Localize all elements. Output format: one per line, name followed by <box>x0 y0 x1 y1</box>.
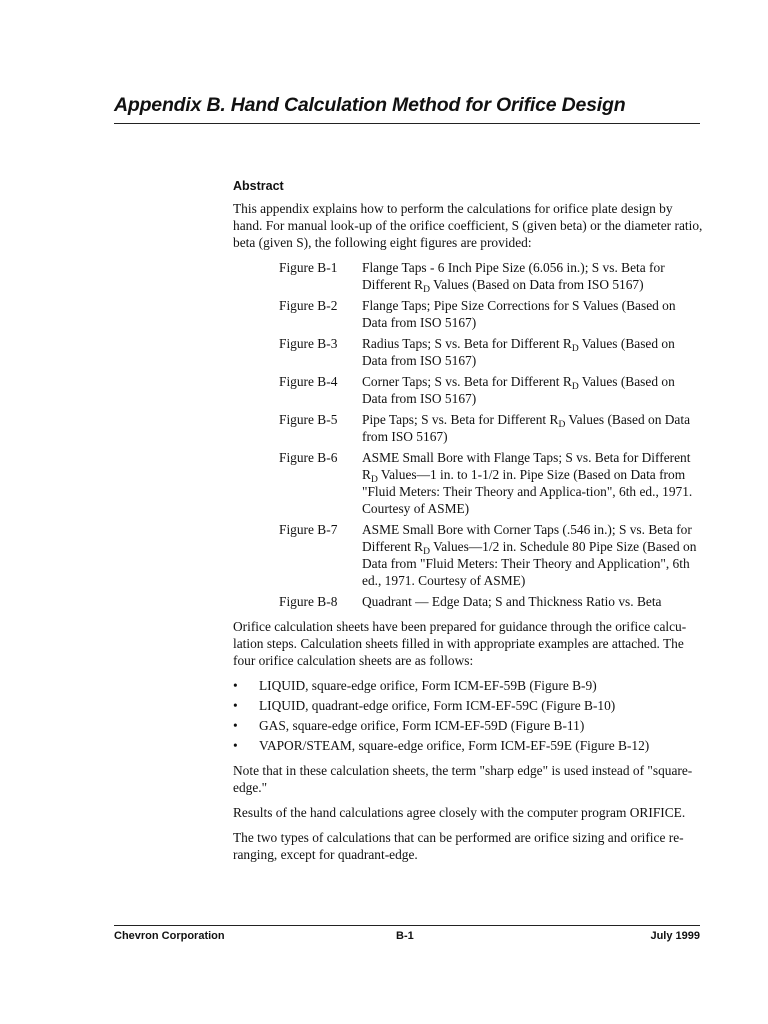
figure-label: Figure B-2 <box>279 298 338 313</box>
list-item-text: LIQUID, square-edge orifice, Form ICM-EF-59B (Figure B-9) <box>259 678 597 693</box>
figure-description: ASME Small Bore with Corner Taps (.546 in.); S vs. Beta for Different $R_D$ Values—1/2 in. Schedule 80 Pipe Size (Based on Data from "Fluid Meters: Their Theory and Application", 6th ed., 1971. Courtesy of ASME) <box>362 522 697 588</box>
figure-label: Figure B-4 <box>279 374 338 389</box>
page-title: Appendix B. Hand Calculation Method for Orifice Design <box>114 94 626 116</box>
calculation-types-paragraph: The two types of calculations that can be performed are orifice sizing and orifice re-ranging, except for quadrant-edge. <box>233 830 684 862</box>
list-item-text: LIQUID, quadrant-edge orifice, Form ICM-EF-59C (Figure B-10) <box>259 698 616 713</box>
figure-label: Figure B-1 <box>279 260 338 275</box>
footer-date: July 1999 <box>650 930 700 942</box>
figure-label: Figure B-5 <box>279 412 338 427</box>
figure-list-item <box>233 411 703 445</box>
figure-label: Figure B-7 <box>279 522 338 537</box>
figure-label: Figure B-8 <box>279 594 338 609</box>
footer-company: Chevron Corporation <box>114 930 225 942</box>
figure-list-item <box>233 335 703 369</box>
figure-list <box>233 259 703 610</box>
footer-divider <box>114 925 700 926</box>
figure-list-item <box>233 593 703 610</box>
figure-description: Quadrant — Edge Data; S and Thickness Ratio vs. Beta <box>362 594 662 609</box>
figure-description: Flange Taps; Pipe Size Corrections for S Values (Based on Data from ISO 5167) <box>362 298 676 330</box>
footer-page-number: B-1 <box>396 930 414 942</box>
figure-label: Figure B-3 <box>279 336 338 351</box>
bullet-icon: • <box>233 738 238 753</box>
list-item <box>233 737 703 754</box>
figure-list-item <box>233 259 703 293</box>
figure-description: Radius Taps; S vs. Beta for Different $R_D$ Values (Based on Data from ISO 5167) <box>362 336 675 368</box>
list-item <box>233 677 703 694</box>
figure-description: Corner Taps; S vs. Beta for Different $R_D$ Values (Based on Data from ISO 5167) <box>362 374 675 406</box>
abstract-intro: This appendix explains how to perform the calculations for orifice plate design by hand. For manual look-up of the orifice coefficient, S (given beta) or the diameter ratio, beta (given S), the following eight figures are provided: <box>233 201 703 250</box>
list-item-text: GAS, square-edge orifice, Form ICM-EF-59D (Figure B-11) <box>259 718 585 733</box>
terminology-note: Note that in these calculation sheets, the term "sharp edge" is used instead of "square-edge." <box>233 763 693 795</box>
calculation-sheet-list <box>233 677 703 754</box>
figure-list-item <box>233 297 703 331</box>
figure-list-item <box>233 373 703 407</box>
main-content <box>233 178 703 871</box>
figure-list-item <box>233 521 703 589</box>
figure-description: Pipe Taps; S vs. Beta for Different $R_D$ Values (Based on Data from ISO 5167) <box>362 412 691 444</box>
results-paragraph: Results of the hand calculations agree closely with the computer program ORIFICE. <box>233 805 686 820</box>
title-divider <box>114 123 700 124</box>
figure-list-item <box>233 449 703 517</box>
abstract-heading: Abstract <box>233 179 284 193</box>
list-item <box>233 717 703 734</box>
list-item <box>233 697 703 714</box>
bullet-icon: • <box>233 698 238 713</box>
list-item-text: VAPOR/STEAM, square-edge orifice, Form ICM-EF-59E (Figure B-12) <box>259 738 650 753</box>
figure-description: Flange Taps - 6 Inch Pipe Size (6.056 in.); S vs. Beta for Different $R_D$ Values (Based on Data from ISO 5167) <box>362 260 665 295</box>
figure-description: ASME Small Bore with Flange Taps; S vs. Beta for Different $R_D$ Values—1 in. to 1-1/2 in. Pipe Size (Based on Data from "Fluid Meters: Their Theory and Applica-tion", 6th ed., 1971. Courtesy of ASME) <box>362 450 693 516</box>
calculation-sheets-intro: Orifice calculation sheets have been prepared for guidance through the orifice calcu-lation steps. Calculation sheets filled in with appropriate examples are attached. The four orifice calculation sheets are as follows: <box>233 619 687 668</box>
bullet-icon: • <box>233 718 238 733</box>
bullet-icon: • <box>233 678 238 693</box>
figure-label: Figure B-6 <box>279 450 338 465</box>
